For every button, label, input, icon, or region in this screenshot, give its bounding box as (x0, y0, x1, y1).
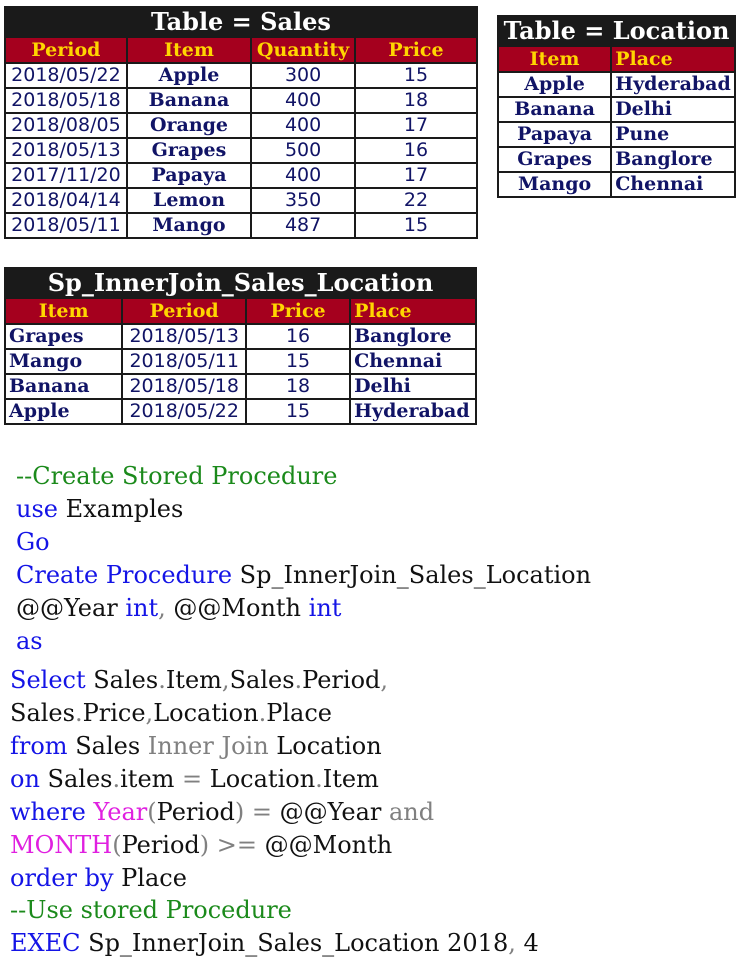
code-line-create-procedure (16, 563, 591, 587)
table-row (498, 97, 735, 122)
sales-cell-item: Lemon (127, 188, 251, 213)
join-header-row (5, 298, 476, 324)
code-token: where (10, 798, 86, 826)
code-token: as (16, 627, 43, 655)
sales-cell-quantity: 487 (251, 213, 355, 238)
table-row (498, 122, 735, 147)
sales-cell-period: 2018/05/13 (5, 138, 127, 163)
sales-col-quantity: Quantity (251, 37, 355, 63)
join-cell-item: Apple (5, 399, 122, 424)
sales-cell-quantity: 400 (251, 163, 355, 188)
table-row (498, 147, 735, 172)
join-cell-place: Chennai (350, 349, 476, 374)
code-token: . (294, 666, 303, 694)
join-cell-period: 2018/05/13 (122, 324, 246, 349)
code-token: , (158, 594, 174, 622)
sales-cell-price: 22 (355, 188, 477, 213)
code-token: Inner Join (147, 732, 269, 760)
sales-col-period: Period (5, 37, 127, 63)
code-token: on (10, 765, 40, 793)
join-cell-place: Hyderabad (350, 399, 476, 424)
join-cell-item: Banana (5, 374, 122, 399)
sales-cell-quantity: 500 (251, 138, 355, 163)
sales-cell-period: 2018/05/22 (5, 63, 127, 88)
code-line-exec (10, 931, 539, 955)
sales-col-price: Price (355, 37, 477, 63)
join-col-place: Place (350, 298, 476, 324)
table-row (5, 88, 477, 113)
code-token: from (10, 732, 68, 760)
code-token: @@Month (173, 594, 309, 622)
join-cell-price: 16 (246, 324, 350, 349)
code-token: Price (82, 699, 146, 727)
code-token: Sales (10, 699, 75, 727)
sales-cell-item: Mango (127, 213, 251, 238)
join-cell-price: 18 (246, 374, 350, 399)
sales-table (4, 6, 478, 239)
code-token: Sales (229, 666, 295, 694)
code-line-comment-create (16, 464, 337, 488)
code-line-comment-use (10, 898, 292, 922)
code-token: , (221, 666, 230, 694)
code-token: ( (147, 798, 157, 826)
code-token: item (120, 765, 183, 793)
code-token: ) (199, 831, 210, 859)
code-token: ( (112, 831, 122, 859)
code-line-use (16, 497, 183, 521)
code-token: Sp_InnerJoin_Sales_Location 2018 (80, 929, 509, 957)
code-line-month (10, 833, 392, 857)
code-token: @@Month (264, 831, 393, 859)
sales-cell-item: Grapes (127, 138, 251, 163)
location-cell-item: Mango (498, 172, 611, 197)
sales-cell-quantity: 400 (251, 113, 355, 138)
code-token: , (380, 666, 389, 694)
location-cell-place: Hyderabad (611, 72, 735, 97)
location-cell-item: Apple (498, 72, 611, 97)
code-line-select-cont (10, 701, 332, 725)
code-line-on (10, 767, 379, 791)
join-cell-item: Grapes (5, 324, 122, 349)
code-token: . (258, 699, 267, 727)
location-cell-item: Banana (498, 97, 611, 122)
table-row (5, 324, 476, 349)
sales-cell-price: 17 (355, 113, 477, 138)
code-token: Place (113, 864, 187, 892)
code-line-where (10, 800, 434, 824)
code-token: Sales (67, 732, 148, 760)
code-line-select (10, 668, 388, 692)
code-token: order by (10, 864, 114, 892)
sales-cell-quantity: 350 (251, 188, 355, 213)
location-col-item: Item (498, 46, 611, 72)
code-token: Select (10, 666, 86, 694)
sales-cell-item: Papaya (127, 163, 251, 188)
code-token: . (158, 666, 166, 694)
location-cell-place: Delhi (611, 97, 735, 122)
sales-cell-price: 17 (355, 163, 477, 188)
table-row (5, 349, 476, 374)
table-row (5, 63, 477, 88)
code-token: Period (156, 798, 235, 826)
table-row (5, 213, 477, 238)
code-token: , (145, 699, 154, 727)
code-token: Item (165, 666, 222, 694)
code-token: --Create Stored Procedure (16, 462, 338, 490)
table-row (498, 172, 735, 197)
code-token: Year (85, 798, 148, 826)
table-row (5, 113, 477, 138)
table-row (498, 72, 735, 97)
code-token: EXEC (10, 929, 81, 957)
join-col-item: Item (5, 298, 122, 324)
join-cell-place: Delhi (350, 374, 476, 399)
code-token: Sales (39, 765, 113, 793)
sales-cell-quantity: 400 (251, 88, 355, 113)
location-header-row (498, 46, 735, 72)
code-token: , (508, 929, 516, 957)
code-token: . (112, 765, 121, 793)
code-token: --Use stored Procedure (10, 896, 292, 924)
code-token: . (74, 699, 83, 727)
sales-cell-period: 2017/11/20 (5, 163, 127, 188)
code-token: Period (121, 831, 200, 859)
join-cell-item: Mango (5, 349, 122, 374)
table-row (5, 399, 476, 424)
code-token: Item (322, 765, 379, 793)
sales-cell-period: 2018/05/18 (5, 88, 127, 113)
join-col-price: Price (246, 298, 350, 324)
sales-cell-period: 2018/08/05 (5, 113, 127, 138)
sales-cell-item: Apple (127, 63, 251, 88)
join-cell-place: Banglore (350, 324, 476, 349)
table-row (5, 138, 477, 163)
table-row (5, 374, 476, 399)
code-line-as (16, 629, 43, 653)
code-token: int (125, 594, 159, 622)
sales-cell-price: 15 (355, 213, 477, 238)
location-cell-place: Chennai (611, 172, 735, 197)
code-token: Location (268, 732, 382, 760)
code-token: Examples (57, 495, 184, 523)
code-token: Location (202, 765, 316, 793)
sales-cell-quantity: 300 (251, 63, 355, 88)
sales-cell-period: 2018/04/14 (5, 188, 127, 213)
location-col-place: Place (611, 46, 735, 72)
code-token: ) (234, 798, 245, 826)
join-table-title: Sp_InnerJoin_Sales_Location (5, 268, 476, 298)
code-token: = (244, 798, 280, 826)
location-cell-item: Papaya (498, 122, 611, 147)
join-col-period: Period (122, 298, 246, 324)
sales-cell-price: 15 (355, 63, 477, 88)
code-token: MONTH (10, 831, 113, 859)
code-line-params (16, 596, 341, 620)
code-token: and (389, 798, 435, 826)
sales-header-row (5, 37, 477, 63)
code-token: Go (16, 528, 50, 556)
join-cell-period: 2018/05/22 (122, 399, 246, 424)
code-token: int (308, 594, 342, 622)
code-token: @@Year (279, 798, 389, 826)
join-result-table (4, 267, 477, 425)
code-line-from (10, 734, 382, 758)
code-token: 4 (515, 929, 539, 957)
code-line-order-by (10, 866, 187, 890)
code-token: @@Year (16, 594, 126, 622)
join-cell-period: 2018/05/18 (122, 374, 246, 399)
location-table (497, 15, 736, 198)
code-token: Create Procedure (16, 561, 233, 589)
code-line-go (16, 530, 50, 554)
join-cell-price: 15 (246, 399, 350, 424)
join-cell-price: 15 (246, 349, 350, 374)
code-token: = (182, 765, 203, 793)
code-token: Period (302, 666, 381, 694)
code-token: . (315, 765, 323, 793)
join-cell-period: 2018/05/11 (122, 349, 246, 374)
code-token: Location (153, 699, 259, 727)
code-token: Sp_InnerJoin_Sales_Location (232, 561, 592, 589)
location-cell-place: Pune (611, 122, 735, 147)
code-token: Sales (85, 666, 159, 694)
sales-table-title: Table = Sales (5, 7, 477, 37)
code-token: >= (209, 831, 265, 859)
code-token: use (16, 495, 58, 523)
sales-cell-period: 2018/05/11 (5, 213, 127, 238)
sales-cell-price: 16 (355, 138, 477, 163)
sales-cell-price: 18 (355, 88, 477, 113)
table-row (5, 188, 477, 213)
code-token: Place (266, 699, 332, 727)
location-cell-place: Banglore (611, 147, 735, 172)
sales-col-item: Item (127, 37, 251, 63)
sales-cell-item: Orange (127, 113, 251, 138)
sales-cell-item: Banana (127, 88, 251, 113)
location-table-title: Table = Location (498, 16, 735, 46)
table-row (5, 163, 477, 188)
location-cell-item: Grapes (498, 147, 611, 172)
